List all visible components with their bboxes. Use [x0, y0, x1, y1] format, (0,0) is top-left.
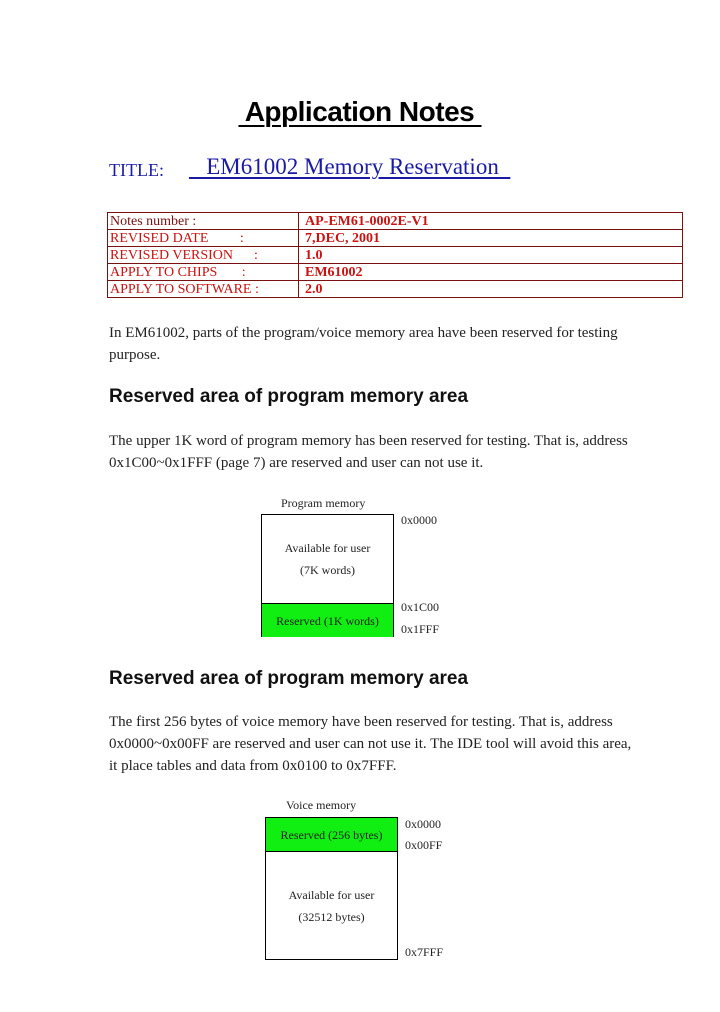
available-size: (32512 bytes) — [298, 909, 365, 924]
meta-key: APPLY TO SOFTWARE : — [108, 281, 299, 298]
meta-row — [108, 213, 683, 230]
program-addr-end: 0x1FFF — [401, 622, 440, 636]
section1-paragraph — [109, 430, 629, 474]
section2-line: The first 256 bytes of voice memory have been reserved for testing. That is, address — [109, 714, 613, 730]
program-memory-diagram — [261, 514, 394, 637]
meta-value: AP-EM61-0002E-V1 — [299, 213, 683, 230]
meta-row — [108, 264, 683, 281]
program-available-region — [262, 515, 393, 603]
intro-line: In EM61002, parts of the program/voice memory area have been reserved for testing — [109, 325, 618, 341]
meta-key: APPLY TO CHIPS : — [108, 264, 299, 281]
meta-row — [108, 230, 683, 247]
voice-available-region — [266, 852, 397, 959]
meta-value: 1.0 — [299, 247, 683, 264]
section-heading-voice: Reserved area of program memory area — [109, 668, 469, 689]
meta-key: REVISED DATE : — [108, 230, 299, 247]
meta-value: 2.0 — [299, 281, 683, 298]
voice-addr-end: 0x7FFF — [405, 945, 444, 959]
section2-paragraph — [109, 711, 649, 777]
voice-reserved-region — [266, 818, 397, 852]
section-heading-program: Reserved area of program memory area — [109, 386, 469, 407]
reserved-label: Reserved (1K words) — [276, 613, 379, 628]
meta-row — [108, 281, 683, 298]
program-memory-caption: Program memory — [281, 496, 366, 510]
voice-memory-diagram — [265, 817, 398, 960]
available-label: Available for user — [288, 887, 375, 902]
meta-value: EM61002 — [299, 264, 683, 281]
heading-text: Application Notes — [238, 96, 482, 127]
page-heading — [0, 96, 720, 128]
meta-key: Notes number : — [108, 213, 299, 230]
program-reserved-region — [262, 603, 393, 637]
meta-table — [107, 212, 683, 298]
section1-line: 0x1C00~0x1FFF (page 7) are reserved and user can not use it. — [109, 455, 484, 471]
voice-addr-start: 0x0000 — [405, 817, 441, 831]
meta-key: REVISED VERSION : — [108, 247, 299, 264]
program-addr-reserved: 0x1C00 — [401, 600, 440, 614]
reserved-label: Reserved (256 bytes) — [280, 827, 383, 842]
voice-memory-caption: Voice memory — [286, 798, 357, 812]
available-label: Available for user — [284, 541, 371, 555]
intro-line: purpose. — [109, 347, 161, 363]
available-size: (7K words) — [300, 563, 355, 577]
section2-line: it place tables and data from 0x0100 to 0x7FFF. — [109, 758, 397, 774]
title-value: EM61002 Memory Reservation — [189, 154, 511, 179]
meta-value: 7,DEC, 2001 — [299, 230, 683, 247]
meta-row — [108, 247, 683, 264]
intro-paragraph — [109, 322, 629, 366]
program-addr-start: 0x0000 — [401, 513, 437, 527]
section2-line: 0x0000~0x00FF are reserved and user can not use it. The IDE tool will avoid this area, — [109, 736, 632, 752]
section1-line: The upper 1K word of program memory has been reserved for testing. That is, address — [109, 433, 628, 449]
voice-addr-reserved-end: 0x00FF — [405, 838, 443, 852]
title-label: TITLE: — [109, 160, 164, 180]
